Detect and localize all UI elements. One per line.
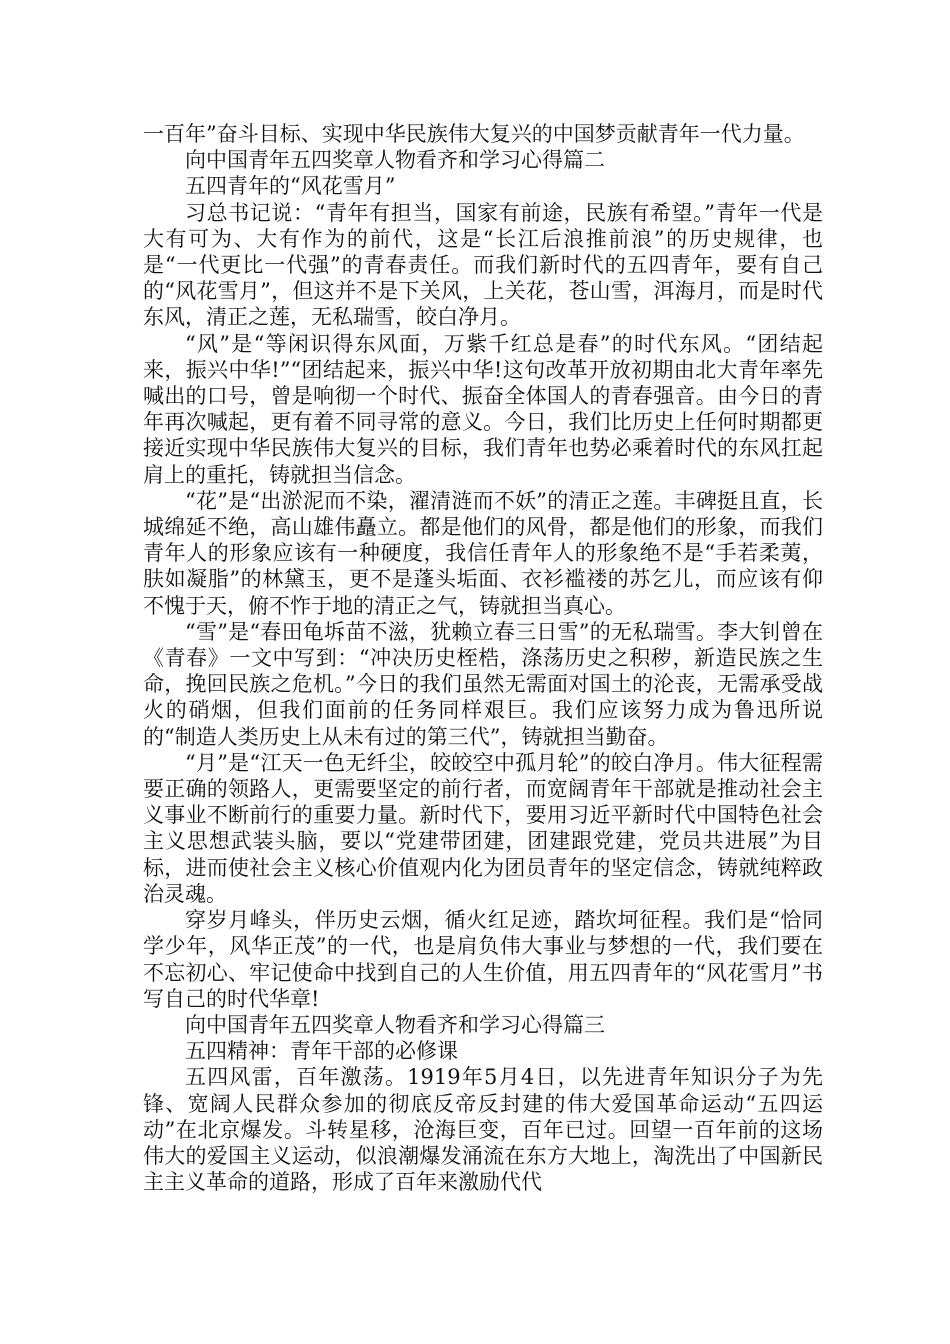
paragraph-continuation: 一百年”奋斗目标、实现中华民族伟大复兴的中国梦贡献青年一代力量。 bbox=[143, 122, 805, 146]
article-title-wusi-spirit: 五四精神：青年干部的必修课 bbox=[185, 1039, 458, 1064]
paragraph-yue: “月”是“江天一色无纤尘，皎皎空中孤月轮”的皎白净月。伟大征程需要正确的领路人，更需要坚定的前行者，而宽阔青年干部就是推动社会主义事业不断前行的重要力量。新时代下，要用习近平新时代中国特色社会主义思想武装头脑，要以“党建带团建，团建跟党建，党员共进展”为目标，进而使社会主义核心价值观内化为团员青年的坚定信念，铸就纯粹政治灵魂。 bbox=[143, 750, 823, 906]
paragraph-xue: “雪”是“春田龟坼苗不滋，犹赖立春三日雪”的无私瑞雪。李大钊曾在《青春》一文中写到：“冲决历史桎梏，涤荡历史之积秽，新造民族之生命，挽回民族之危机。”今日的我们虽然无需面对国土的沦丧，无需承受战火的硝烟，但我们面前的任务同样艰巨。我们应该努力成为鲁迅所说的“制造人类历史上从未有过的第三代”，铸就担当勤奋。 bbox=[143, 619, 823, 749]
paragraph-hua: “花”是“出淤泥而不染，濯清涟而不妖”的清正之莲。丰碑挺且直，长城绵延不绝，高山雄伟矗立。都是他们的风骨，都是他们的形象，而我们青年人的形象应该有一种硬度，我信任青年人的形象绝不是“手若柔荑，肤如凝脂”的林黛玉，更不是蓬头垢面、衣衫褴褛的苏乞儿，而应该有仰不愧于天，俯不怍于地的清正之气，铸就担当真心。 bbox=[143, 488, 823, 618]
section-title-part-three: 向中国青年五四奖章人物看齐和学习心得篇三 bbox=[185, 1012, 605, 1037]
paragraph-intro: 习总书记说：“青年有担当，国家有前途，民族有希望。”青年一代是大有可为、大有作为的前代，这是“长江后浪推前浪”的历史规律，也是“一代更比一代强”的青春责任。而我们新时代的五四青年，要有自己的“风花雪月”，但这并不是下关风，上关花，苍山雪，洱海月，而是时代东风，清正之莲，无私瑞雪，皎白净月。 bbox=[143, 200, 823, 330]
paragraph-feng: “风”是“等闲识得东风面，万紫千红总是春”的时代东风。“团结起来，振兴中华!”“团结起来，振兴中华!这句改革开放初期由北大青年率先喊出的口号，曾是响彻一个时代、振奋全体国人的青春强音。由今日的青年再次喊起，更有着不同寻常的意义。今日，我们比历史上任何时期都更接近实现中华民族伟大复兴的目标，我们青年也势必乘着时代的东风扛起肩上的重托，铸就担当信念。 bbox=[143, 331, 823, 487]
section-title-part-two: 向中国青年五四奖章人物看齐和学习心得篇二 bbox=[185, 148, 605, 173]
document-page bbox=[143, 121, 823, 1195]
article-title-fenghuaxueyue: 五四青年的“风花雪月” bbox=[185, 174, 396, 199]
paragraph-wusi-history: 五四风雷，百年激荡。1919年5月4日，以先进青年知识分子为先锋、宽阔人民群众参加的彻底反帝反封建的伟大爱国革命运动“五四运动”在北京爆发。斗转星移，沧海巨变，百年已过。回望一百年前的这场伟大的爱国主义运动，似浪潮爆发涌流在东方大地上，淘洗出了中国新民主主义革命的道路，形成了百年来激励代代 bbox=[143, 1065, 823, 1195]
paragraph-conclusion: 穿岁月峰头，伴历史云烟，循火红足迹，踏坎坷征程。我们是“恰同学少年，风华正茂”的一代，也是肩负伟大事业与梦想的一代，我们要在不忘初心、牢记使命中找到自己的人生价值，用五四青年的“风花雪月”书写自己的时代华章! bbox=[143, 908, 823, 1011]
